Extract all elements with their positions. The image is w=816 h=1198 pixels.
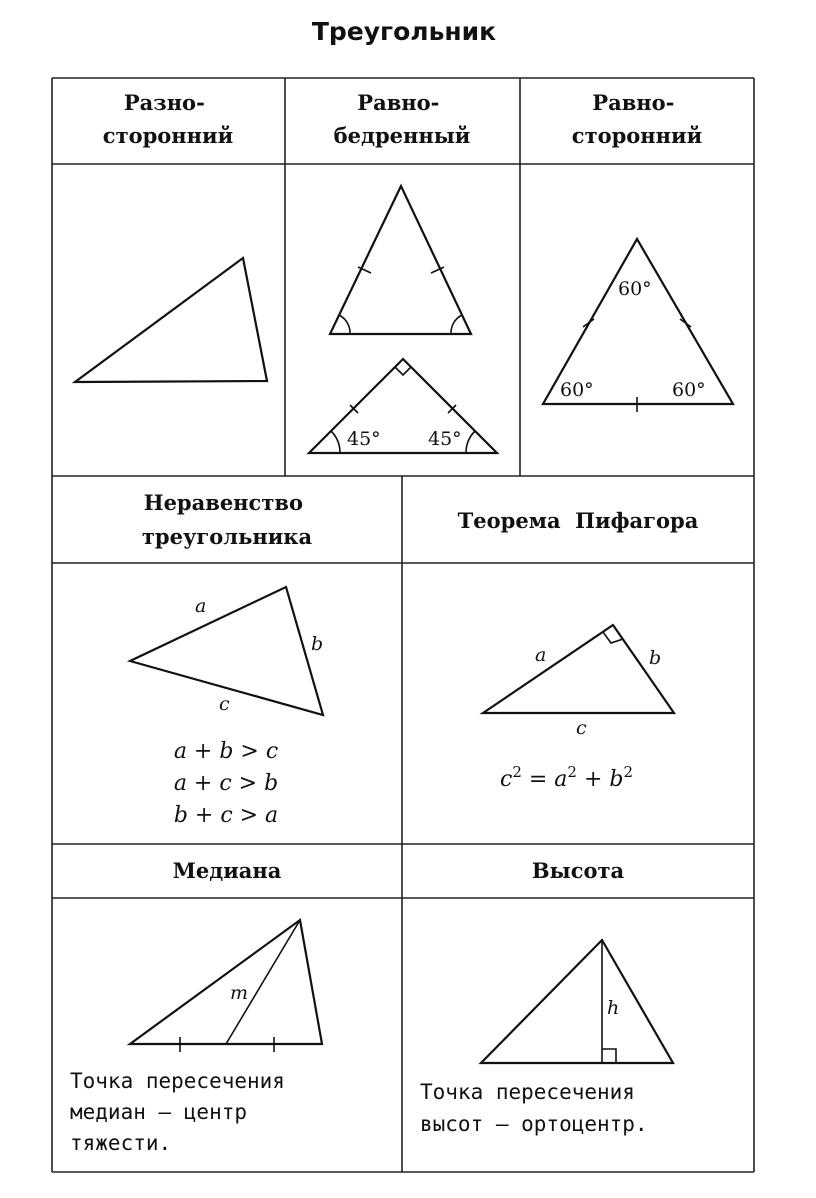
inequality-formula-2: a + c > b [173, 771, 279, 796]
angle-label-60-top: 60° [618, 278, 652, 300]
angle-arc [451, 315, 462, 334]
inequality-heading-line2: треугольника [141, 524, 313, 549]
inequality-formula-1: a + b > c [173, 739, 279, 764]
scalene-heading [103, 90, 233, 148]
height-triangle [481, 940, 673, 1063]
angle-label-60-right: 60° [672, 379, 706, 401]
right-angle-mark [395, 367, 411, 375]
equilateral-heading [572, 90, 702, 148]
median-note: Точка пересечения медиан — центр тяжести. [70, 1069, 285, 1155]
equilateral-heading-line2: сторонний [571, 123, 703, 148]
median-heading: Медиана [172, 858, 282, 883]
height-note: Точка пересечения высот — ортоцентр. [420, 1080, 648, 1136]
side-label-c: c [576, 717, 587, 739]
isosceles-heading-line1: Равно- [357, 90, 440, 115]
height-heading: Высота [531, 858, 625, 883]
isosceles-triangle [330, 186, 471, 334]
angle-label-60-left: 60° [560, 379, 594, 401]
inequality-heading [142, 490, 313, 549]
angle-arc [331, 431, 340, 453]
angle-arc [339, 315, 350, 334]
scalene-heading-line2: сторонний [102, 123, 234, 148]
scalene-triangle [75, 258, 267, 382]
height-label-h: h [607, 997, 620, 1019]
inequality-heading-line1: Неравенство [143, 490, 303, 515]
right-triangle [483, 625, 674, 713]
median-triangle [130, 920, 322, 1052]
side-label-b: b [311, 633, 324, 655]
angle-arc [466, 431, 475, 453]
table-grid [52, 78, 754, 1172]
side-label-a: a [535, 644, 547, 666]
inequality-formula-3: b + c > a [173, 803, 279, 828]
scalene-heading-line1: Разно- [123, 90, 205, 115]
right-angle-mark [602, 1049, 616, 1063]
equilateral-heading-line1: Равно- [592, 90, 675, 115]
pythagoras-heading: Теорема Пифагора [457, 508, 699, 533]
pythagoras-formula: $c^2 = a^2 + b^2$ [500, 763, 634, 792]
angle-label-45-right: 45° [428, 428, 462, 450]
isosceles-right-triangle [309, 359, 497, 453]
side-label-c: c [219, 693, 230, 715]
isosceles-heading-line2: бедренный [333, 123, 471, 148]
side-label-a: a [195, 595, 207, 617]
side-label-b: b [649, 647, 662, 669]
isosceles-heading [334, 90, 471, 148]
median-label-m: m [230, 982, 249, 1004]
angle-label-45-left: 45° [347, 428, 381, 450]
page-title: Треугольник [311, 17, 497, 46]
